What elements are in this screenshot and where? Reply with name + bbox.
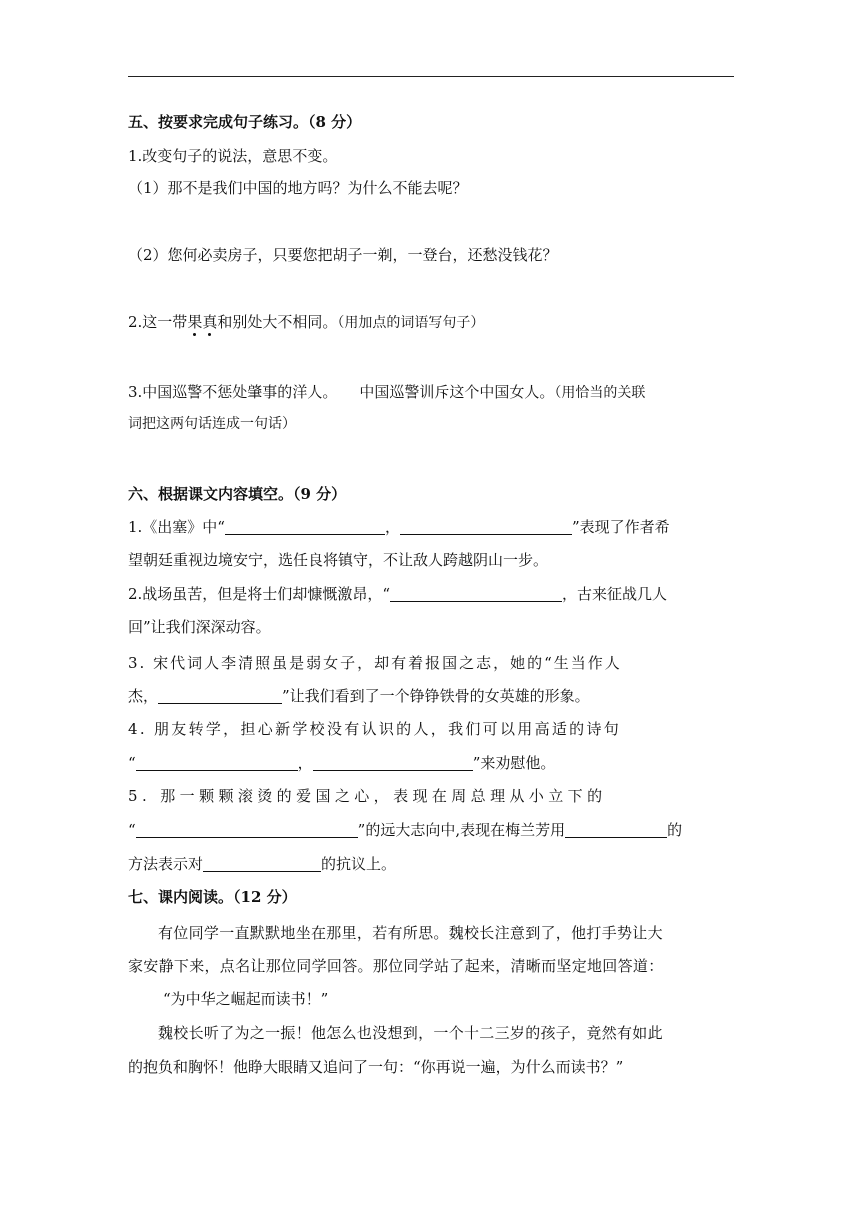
s6-line-1	[128, 515, 670, 539]
s6-line-7: 4. 朋友转学，担心新学校没有认识的人，我们可以用高适的诗句	[128, 720, 622, 738]
passage-line-5: 的抱负和胸怀！他睁大眼睛又追问了一句：“你再说一遍，为什么而读书？”	[128, 1058, 624, 1076]
q3-sentence-b: 中国巡警训斥这个中国女人。	[359, 383, 555, 401]
answer-blank[interactable]	[158, 689, 282, 704]
text: ”的远大志向中,表现在梅兰芳用	[357, 821, 566, 839]
q3-note: （用恰当的关联	[554, 385, 646, 401]
s5-q3-note-cont: 词把这两句话连成一句话）	[128, 416, 296, 432]
s5-q1: 1.改变句子的说法，意思不变。	[128, 147, 338, 165]
s6-line-4: 回”让我们深深动容。	[128, 618, 271, 636]
passage-line-4: 魏校长听了为之一振！他怎么也没想到，一个十二三岁的孩子，竟然有如此	[158, 1024, 663, 1042]
section-7-heading: 七、课内阅读。（12 分）	[128, 888, 297, 906]
passage-line-1: 有位同学一直默默地坐在那里，若有所思。魏校长注意到了，他打手势让大	[158, 924, 663, 942]
s5-q2	[128, 310, 484, 335]
text: “	[128, 754, 136, 772]
text: ，	[297, 754, 313, 772]
answer-blank[interactable]	[225, 520, 385, 535]
answer-blank[interactable]	[136, 823, 358, 838]
s6-line-3	[128, 582, 667, 606]
q3-sentence-a: 3.中国巡警不惩处肇事的洋人。	[128, 383, 338, 401]
header-rule	[128, 76, 734, 77]
s6-line-2: 望朝廷重视边境安宁，选任良将镇守，不让敌人跨越阴山一步。	[128, 551, 549, 569]
text: ”表现了作者希	[572, 518, 670, 536]
passage-line-2: 家安静下来，点名让那位同学回答。那位同学站了起来，清晰而坚定地回答道：	[128, 957, 664, 975]
text: ，古来征战几人	[561, 585, 667, 603]
s6-line-8	[128, 751, 555, 775]
text: “	[128, 821, 136, 839]
s6-line-10	[128, 818, 682, 842]
section-5-heading: 五、按要求完成句子练习。（8 分）	[128, 113, 362, 131]
s6-line-11	[128, 852, 396, 876]
passage-line-3: “为中华之崛起而读书！”	[163, 990, 329, 1008]
q2-pre: 2.这一带	[128, 313, 188, 331]
s6-line-9: 5. 那一颗颗滚烫的爱国之心，表现在周总理从小立下的	[128, 787, 607, 805]
s6-line-5: 3. 宋代词人李清照虽是弱女子，却有着报国之志，她的“生当作人	[128, 654, 622, 672]
s5-q1-part2: （2）您何必卖房子，只要您把胡子一剃，一登台，还愁没钱花？	[128, 246, 558, 264]
dotted-char-1: 果	[187, 313, 203, 331]
section-6-heading: 六、根据课文内容填空。（9 分）	[128, 485, 347, 503]
answer-blank[interactable]	[313, 756, 473, 771]
answer-blank[interactable]	[400, 520, 572, 535]
s5-q1-part1: （1）那不是我们中国的地方吗？为什么不能去呢？	[128, 179, 468, 197]
text: ”来劝慰他。	[472, 754, 556, 772]
text: 方法表示对	[128, 855, 204, 873]
text: 的抗议上。	[321, 855, 397, 873]
s5-q3	[128, 380, 645, 405]
text: 1.《出塞》中“	[128, 518, 225, 536]
answer-blank[interactable]	[390, 587, 562, 602]
answer-blank[interactable]	[203, 857, 321, 872]
answer-blank[interactable]	[565, 823, 667, 838]
text: 的	[667, 821, 683, 839]
answer-blank[interactable]	[136, 756, 298, 771]
q2-post: 和别处大不相同。	[217, 313, 338, 331]
text: 2.战场虽苦，但是将士们却慷慨激昂，“	[128, 585, 390, 603]
text: 杰，	[128, 687, 159, 705]
text: ，	[384, 518, 400, 536]
q2-note: （用加点的词语写句子）	[337, 315, 485, 331]
dotted-char-2: 真	[202, 313, 218, 331]
s6-line-6	[128, 684, 590, 708]
text: ”让我们看到了一个铮铮铁骨的女英雄的形象。	[282, 687, 590, 705]
